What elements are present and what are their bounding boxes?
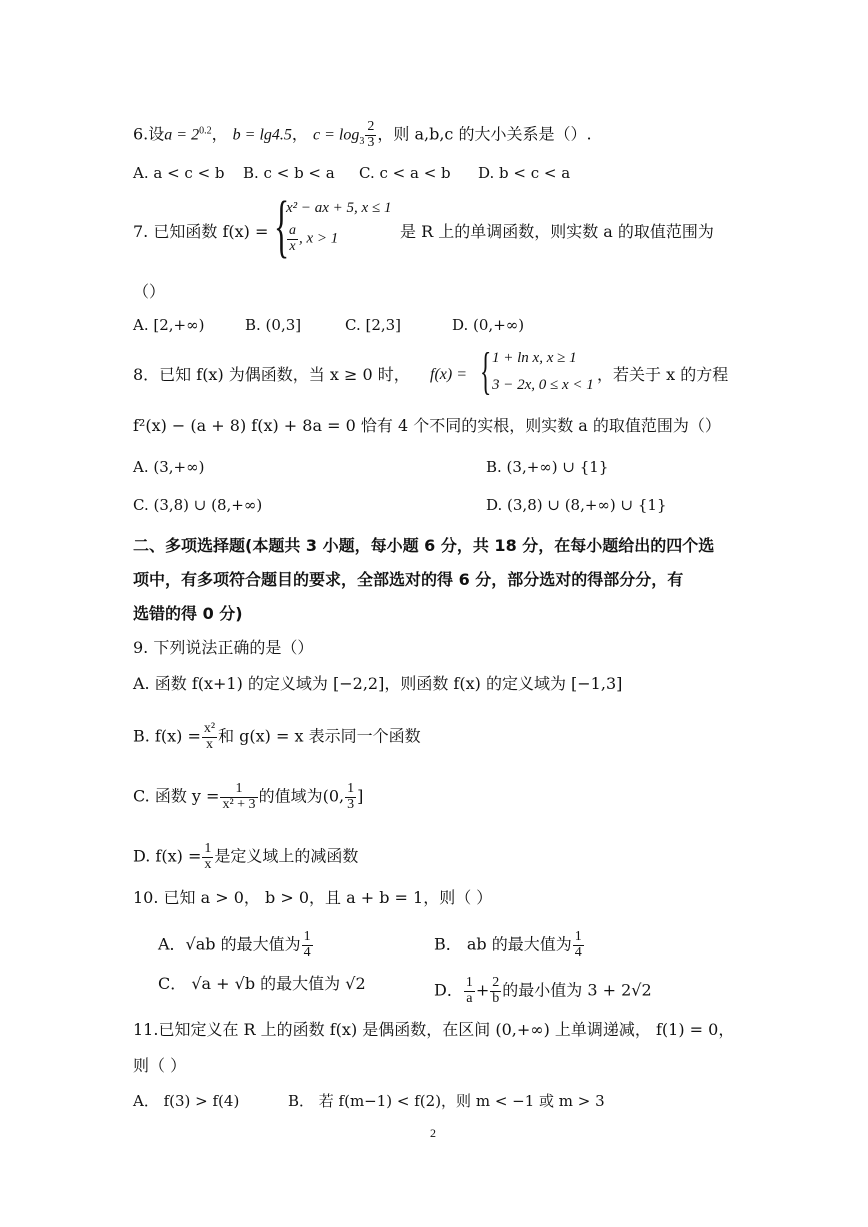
q10-d-n2: 2 bbox=[492, 975, 500, 990]
q10-option-a bbox=[158, 930, 314, 960]
q7-stem-prefix: 7. 已知函数 f(x) = bbox=[133, 222, 269, 241]
q9-b-num: x² bbox=[203, 721, 216, 736]
q7-brace: { bbox=[274, 188, 290, 265]
q7-stem-suffix: 是 R 上的单调函数，则实数 a 的取值范围为 bbox=[400, 222, 714, 241]
q9-c-range-den: 3 bbox=[347, 796, 355, 812]
q6-prefix: 6.设 bbox=[133, 124, 165, 144]
q7-option-d: D. (0,+∞) bbox=[452, 316, 525, 334]
q11-line1: 11.已知定义在 R 上的函数 f(x) 是偶函数，在区间 (0,+∞) 上单调递减， f(1) = 0， bbox=[133, 1020, 735, 1039]
q6-c-fraction bbox=[365, 120, 376, 150]
q8-line2: f²(x) − (a + 8) f(x) + 8a = 0 恰有 4 个不同的实根，则实数 a 的取值范围为（） bbox=[133, 416, 721, 435]
q10-d-pre: D． bbox=[434, 980, 463, 1000]
q9-c-mid: 的值域为 bbox=[258, 786, 323, 806]
q7-case2 bbox=[286, 224, 338, 254]
page-number: 2 bbox=[430, 1126, 436, 1140]
q9-d-num: 1 bbox=[204, 841, 212, 856]
q6-a-expr: a = 2 bbox=[164, 126, 200, 144]
q6-option-c: C. c < a < b bbox=[359, 164, 451, 182]
q10-b-den: 4 bbox=[574, 944, 582, 960]
q11-option-b: B． 若 f(m−1) < f(2)，则 m < −1 或 m > 3 bbox=[288, 1092, 605, 1110]
q10-stem: 10. 已知 a > 0， b > 0，且 a + b = 1，则（ ） bbox=[133, 888, 493, 907]
q7-case2-num: a bbox=[289, 223, 296, 238]
q6-a-exp: 0.2 bbox=[199, 125, 212, 137]
q7-case2-cond: , x > 1 bbox=[299, 230, 339, 247]
q6-option-b: B. c < b < a bbox=[243, 164, 335, 182]
q9-stem: 9. 下列说法正确的是（） bbox=[133, 638, 314, 657]
q8-fx: f(x) = bbox=[430, 366, 467, 383]
q6-option-a: A. a < c < b bbox=[133, 164, 225, 182]
section2-heading-line1: 二、多项选择题(本题共 3 小题，每小题 6 分，共 18 分，在每小题给出的四个选 bbox=[133, 536, 715, 555]
q10-option-b bbox=[434, 930, 585, 960]
q10-a-pre: A．√ab 的最大值为 bbox=[158, 934, 301, 954]
q10-d-d2: b bbox=[492, 990, 500, 1006]
q9-d-pre: D. f(x) = bbox=[133, 846, 202, 866]
q9-option-a: A. 函数 f(x+1) 的定义域为 [−2,2]，则函数 f(x) 的定义域为 [−1,3] bbox=[133, 674, 623, 693]
q10-d-d1: a bbox=[466, 990, 473, 1006]
q9-c-range-post: ] bbox=[357, 786, 364, 806]
q9-option-c bbox=[133, 782, 363, 812]
q10-d-post: 的最小值为 3 + 2√2 bbox=[502, 980, 652, 1000]
q8-stem-suffix: ，若关于 x 的方程 bbox=[597, 365, 729, 384]
q8-option-a: A. (3,+∞) bbox=[133, 458, 205, 476]
q10-d-n1: 1 bbox=[465, 975, 473, 990]
q9-b-den: x bbox=[205, 736, 213, 752]
q8-stem-prefix: 8．已知 f(x) 为偶函数，当 x ≥ 0 时， bbox=[133, 365, 410, 384]
q7-option-c: C. [2,3] bbox=[345, 316, 402, 334]
q8-option-c: C. (3,8) ∪ (8,+∞) bbox=[133, 496, 263, 514]
q9-b-pre: B. f(x) = bbox=[133, 726, 201, 746]
q6-stem: 6.设$a = 2^{0.2}$， b = lg4.5， $c = \log_3$ $\frac{2}{3}$ ，则 a,b,c 的大小关系是（）. bbox=[133, 119, 592, 150]
q9-c-range-num: 1 bbox=[347, 781, 355, 796]
q9-c-pre: C. 函数 y = bbox=[133, 786, 220, 806]
q8-case2: 3 − 2x, 0 ≤ x < 1 bbox=[492, 377, 594, 393]
q9-c-num: 1 bbox=[220, 782, 257, 798]
q10-b-pre: B． ab 的最大值为 bbox=[434, 934, 572, 954]
q8-option-d: D. (3,8) ∪ (8,+∞) ∪ {1} bbox=[486, 496, 667, 514]
q8-option-b: B. (3,+∞) ∪ {1} bbox=[486, 458, 609, 476]
q6-c-num: 2 bbox=[367, 119, 375, 134]
q6-b-expr: b = lg4.5 bbox=[232, 126, 292, 144]
q10-b-num: 1 bbox=[574, 929, 582, 944]
q7-option-b: B. (0,3] bbox=[245, 316, 302, 334]
q7-case1: x² − ax + 5, x ≤ 1 bbox=[286, 200, 392, 216]
q11-option-a: A． f(3) > f(4) bbox=[133, 1092, 240, 1110]
q8-case1: 1 + ln x, x ≥ 1 bbox=[492, 350, 577, 366]
q11-line2: 则（ ） bbox=[133, 1056, 187, 1075]
q7-case2-den: x bbox=[289, 238, 296, 254]
q10-a-den: 4 bbox=[303, 944, 311, 960]
q10-a-num: 1 bbox=[303, 929, 311, 944]
q10-option-d bbox=[434, 976, 652, 1006]
q9-d-post: 是定义域上的减函数 bbox=[214, 846, 359, 866]
q7-option-a: A. [2,+∞) bbox=[133, 316, 205, 334]
q9-c-range-pre: (0, bbox=[322, 786, 345, 806]
q9-b-post: 和 g(x) = x 表示同一个函数 bbox=[218, 726, 421, 746]
q10-d-plus: + bbox=[475, 980, 490, 1000]
q6-option-d: D. b < c < a bbox=[478, 164, 571, 182]
q10-option-c: C． √a + √b 的最大值为 √2 bbox=[158, 974, 366, 993]
section2-heading-line2: 项中，有多项符合题目的要求，全部选对的得 6 分，部分选对的得部分分，有 bbox=[133, 570, 684, 589]
q9-c-den: x² + 3 bbox=[222, 796, 256, 812]
q6-suffix: ，则 a,b,c 的大小关系是（）. bbox=[377, 124, 592, 144]
q6-c-den: 3 bbox=[367, 134, 375, 150]
q8-brace: { bbox=[480, 343, 492, 400]
q9-option-d bbox=[133, 842, 358, 872]
q6-c-expr: c = log bbox=[313, 126, 360, 144]
q9-d-den: x bbox=[204, 856, 212, 872]
q6-c-base: 3 bbox=[359, 135, 365, 147]
q9-option-b bbox=[133, 722, 421, 752]
section2-heading-line3: 选错的得 0 分) bbox=[133, 604, 243, 623]
q7-paren: （） bbox=[133, 282, 166, 301]
